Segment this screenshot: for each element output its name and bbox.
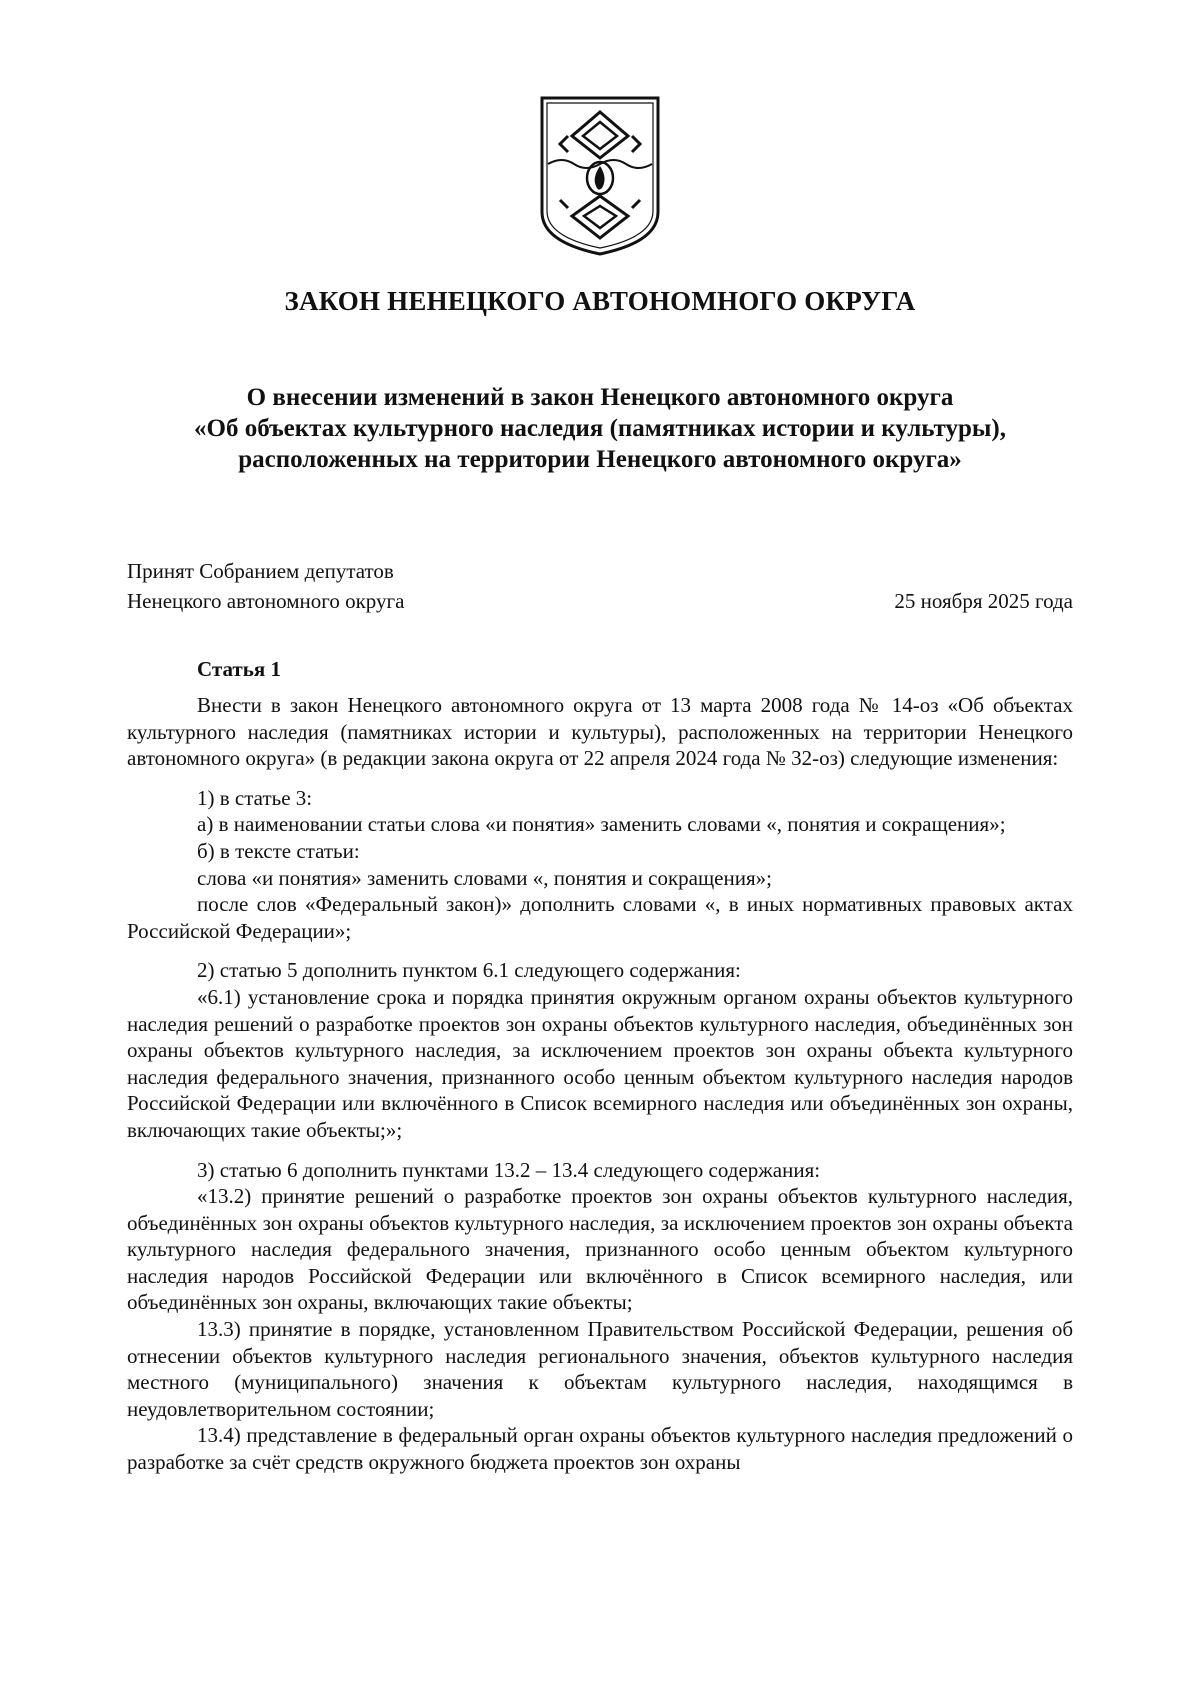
law-subtitle (100, 382, 1100, 475)
subtitle-line: расположенных на территории Ненецкого автономного округа» (238, 446, 962, 473)
body-paragraph: «6.1) установление срока и порядка принятия окружным органом охраны объектов культурного наследия решений о разработке проектов зон охраны объектов культурного наследия, объединённых зон охраны объектов культурного наследия, за исключением проектов зон охраны объекта культурного наследия федерального значения, признанного особо ценным объектом культурного наследия народов Российской Федерации или включённого в Список всемирного наследия или объединённых зон охраны, включающих такие объекты;»; (127, 984, 1073, 1142)
adoption-line: Принят Собранием депутатов (127, 559, 394, 583)
body-paragraph: 13.4) представление в федеральный орган охраны объектов культурного наследия предложений о разработке за счёт средств окружного бюджета проектов зон охраны (127, 1423, 1073, 1475)
body-paragraph: Внести в закон Ненецкого автономного округа от 13 марта 2008 года № 14-оз «Об объектах культурного наследия (памятниках истории и культуры), расположенных на территории Ненецкого автономного округа» (в редакции закона округа от 22 апреля 2024 года № 32-оз) следующие изменения: (127, 693, 1073, 771)
body-paragraph: 13.3) принятие в порядке, установленном Правительством Российской Федерации, решения об отнесении объектов культурного наследия регионального значения, объектов культурного наследия местного (муниципального) значения к объектам культурного наследия, находящимся в неудовлетворительном состоянии; (127, 1317, 1073, 1421)
body-paragraph: 1) в статье 3: (197, 785, 313, 810)
body-paragraph: 3) статью 6 дополнить пунктами 13.2 – 13.4 следующего содержания: (197, 1157, 821, 1182)
body-paragraph: б) в тексте статьи: (197, 838, 360, 863)
coat-of-arms-emblem (538, 92, 662, 260)
body-paragraph: после слов «Федеральный закон)» дополнить словами «, в иных нормативных правовых актах Российской Федерации»; (127, 892, 1073, 943)
subtitle-line: О внесении изменений в закон Ненецкого автономного округа (246, 384, 954, 411)
body-paragraph: «13.2) принятие решений о разработке проектов зон охраны объектов культурного наследия, объединённых зон охраны объектов культурного наследия, за исключением проектов зон охраны объекта культурного наследия федерального значения, признанного особо ценным объектом культурного наследия народов Российской Федерации или включённого в Список всемирного наследия, или объединённых зон охраны, включающих такие объекты; (127, 1184, 1073, 1315)
adoption-date: 25 ноября 2025 года (894, 589, 1073, 613)
article-body (127, 692, 1073, 1476)
law-title: ЗАКОН НЕНЕЦКОГО АВТОНОМНОГО ОКРУГА (284, 286, 916, 316)
adoption-block (127, 556, 404, 616)
adoption-line: Ненецкого автономного округа (127, 589, 405, 613)
body-paragraph: а) в наименовании статьи слова «и понятия» заменить словами «, понятия и сокращения»; (197, 812, 1006, 837)
body-paragraph: слова «и понятия» заменить словами «, понятия и сокращения»; (197, 865, 772, 890)
body-paragraph: 2) статью 5 дополнить пунктом 6.1 следующего содержания: (197, 958, 741, 983)
article-heading: Статья 1 (197, 657, 281, 681)
subtitle-line: «Об объектах культурного наследия (памятниках истории и культуры), (194, 415, 1006, 442)
